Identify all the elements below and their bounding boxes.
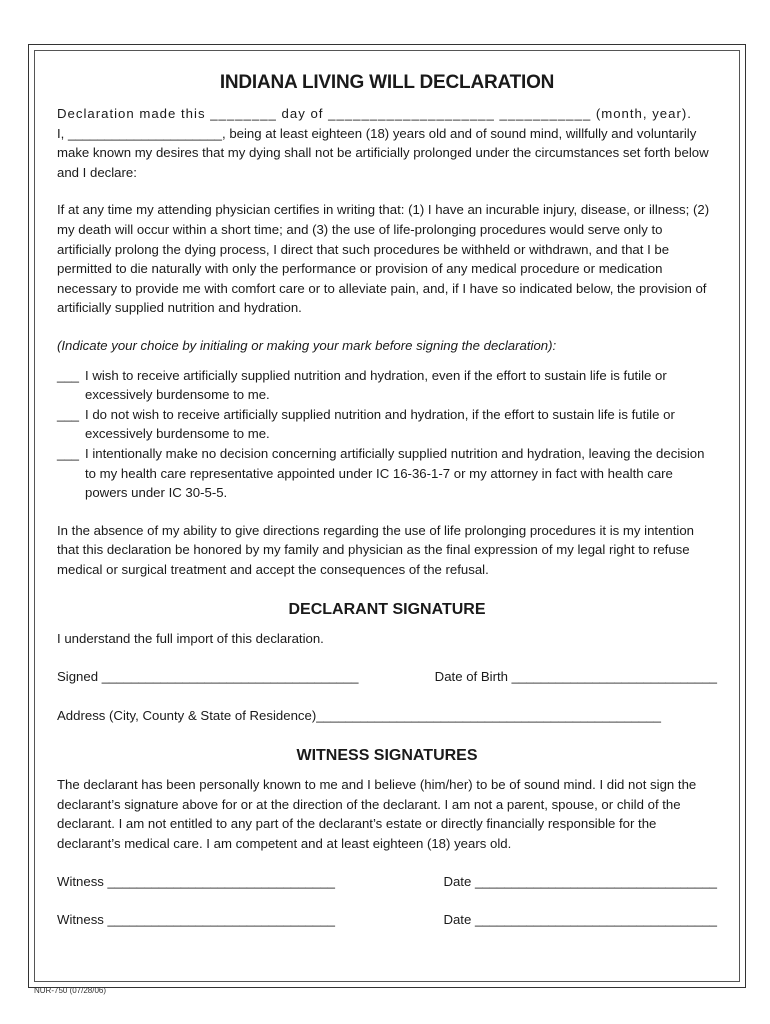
- initial-blank[interactable]: ___: [57, 406, 80, 422]
- witness-statement: The declarant has been personally known to me and I believe (him/her) to be of sound mind. I did not sign the declarant’s signature above for or at the direction of the declarant. I am not a parent, spouse, or child of the declarant. I am not entitled to any part of the declarant’s estate or directly financially responsible for the declarant’s medical care. I am competent and at least eighteen (18) years old.: [57, 777, 697, 852]
- witness-row-1: [57, 872, 717, 892]
- witness-2-date-field[interactable]: Date _________________________________: [443, 912, 717, 928]
- signature-row: [57, 667, 717, 687]
- declarant-statement: I understand the full import of this declaration.: [57, 631, 324, 647]
- witness-signatures-heading: WITNESS SIGNATURES: [296, 747, 478, 765]
- witness-1-field[interactable]: Witness _______________________________: [57, 873, 335, 889]
- choice-instruction: (Indicate your choice by initialing or making your mark before signing the declaration):: [57, 337, 557, 353]
- signed-field[interactable]: Signed ___________________________________: [57, 669, 359, 685]
- conditions-paragraph: If at any time my attending physician certifies in writing that: (1) I have an incurable injury, disease, or illness; (2) my death will occur within a short time; and (3) the use of life-prolonging procedures would serve only to artificially prolong the dying process, I direct that such procedures be withheld or withdrawn, and that I be permitted to die naturally with only the performance or provision of any medical procedure or medication necessary to provide me with comfort care or to alleviate pain, and, if I have so indicated below, the provision of artificially supplied nutrition and hydration.: [57, 202, 710, 316]
- initial-blank[interactable]: ___: [57, 445, 80, 461]
- declarant-signature-heading: DECLARANT SIGNATURE: [288, 601, 486, 619]
- witness-1-date-field[interactable]: Date _________________________________: [443, 873, 717, 889]
- option-text: I wish to receive artificially supplied nutrition and hydration, even if the effort to sustain life is futile or excessively burdensome to me.: [85, 367, 667, 403]
- witness-row-2: [57, 910, 717, 930]
- address-field[interactable]: Address (City, County & State of Residence)_______________________________________________: [57, 707, 661, 723]
- document-title: INDIANA LIVING WILL DECLARATION: [219, 72, 555, 93]
- witness-2-field[interactable]: Witness _______________________________: [57, 912, 335, 928]
- option-text: I do not wish to receive artificially supplied nutrition and hydration, if the effort to sustain life is futile or excessively burdensome to me.: [85, 406, 675, 442]
- option-decline-nutrition: [57, 405, 717, 444]
- intention-paragraph: In the absence of my ability to give directions regarding the use of life prolonging procedures it is my intention that this declaration be honored by my family and physician as the final expression of my legal right to refuse medical or surgical treatment and accept the consequences of the refusal.: [57, 522, 695, 577]
- option-no-decision: [57, 444, 717, 503]
- initial-blank[interactable]: ___: [57, 367, 80, 383]
- date-of-birth-field[interactable]: Date of Birth ____________________________: [434, 669, 717, 685]
- document-body: [57, 72, 717, 930]
- option-receive-nutrition: [57, 366, 717, 405]
- declaration-date-line: Declaration made this ________ day of ____________________ ___________ (month, year).: [57, 106, 692, 121]
- option-text: I intentionally make no decision concerning artificially supplied nutrition and hydration, leaving the decision to my health care representative appointed under IC 16-36-1-7 or my attorney in fact with health care powers under IC 30-5-5.: [85, 445, 705, 501]
- form-number: NUR-750 (07/28/06): [34, 986, 107, 995]
- declarant-intro: I, _____________________, being at least eighteen (18) years old and of sound mind, willfully and voluntarily make known my desires that my dying shall not be artificially prolonged under the circumstances set forth below and I declare:: [57, 125, 709, 180]
